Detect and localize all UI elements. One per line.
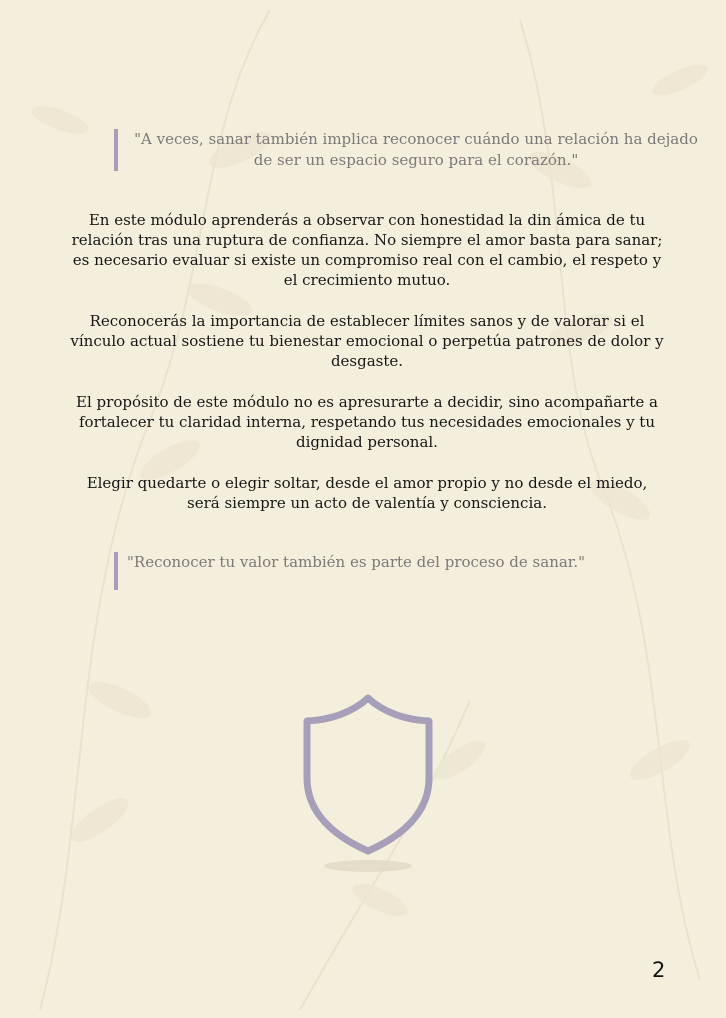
paragraph-boundaries: Reconocerás la importancia de establecer límites sanos y de valorar si el vínculo actual sostiene tu bienestar emocional o perpetúa patrones de dolor y desgaste. <box>70 312 664 370</box>
opening-quote: "A veces, sanar también implica reconocer cuándo una relación ha dejado de ser un espacio seguro para el corazón." <box>114 129 705 171</box>
paragraph-purpose: El propósito de este módulo no es apresurarte a decidir, sino acompañarte a fortalecer tu claridad interna, respetando tus necesidades emocionales y tu dignidad personal. <box>76 393 658 451</box>
closing-quote: "Reconocer tu valor también es parte del proceso de sanar." <box>114 552 587 590</box>
shield-icon <box>300 692 436 882</box>
paragraph-choice: Elegir quedarte o elegir soltar, desde el amor propio y no desde el miedo, será siempre un acto de valentía y consciencia. <box>86 474 648 512</box>
page-number: 2 <box>652 958 666 982</box>
paragraph-intro: En este módulo aprenderás a observar con honestidad la din ámica de tu relación tras una ruptura de confianza. No siempre el amor basta para sanar; es necesario evaluar si existe un compromiso real con el cambio, el respeto y el crecimiento mutuo. <box>71 211 663 289</box>
